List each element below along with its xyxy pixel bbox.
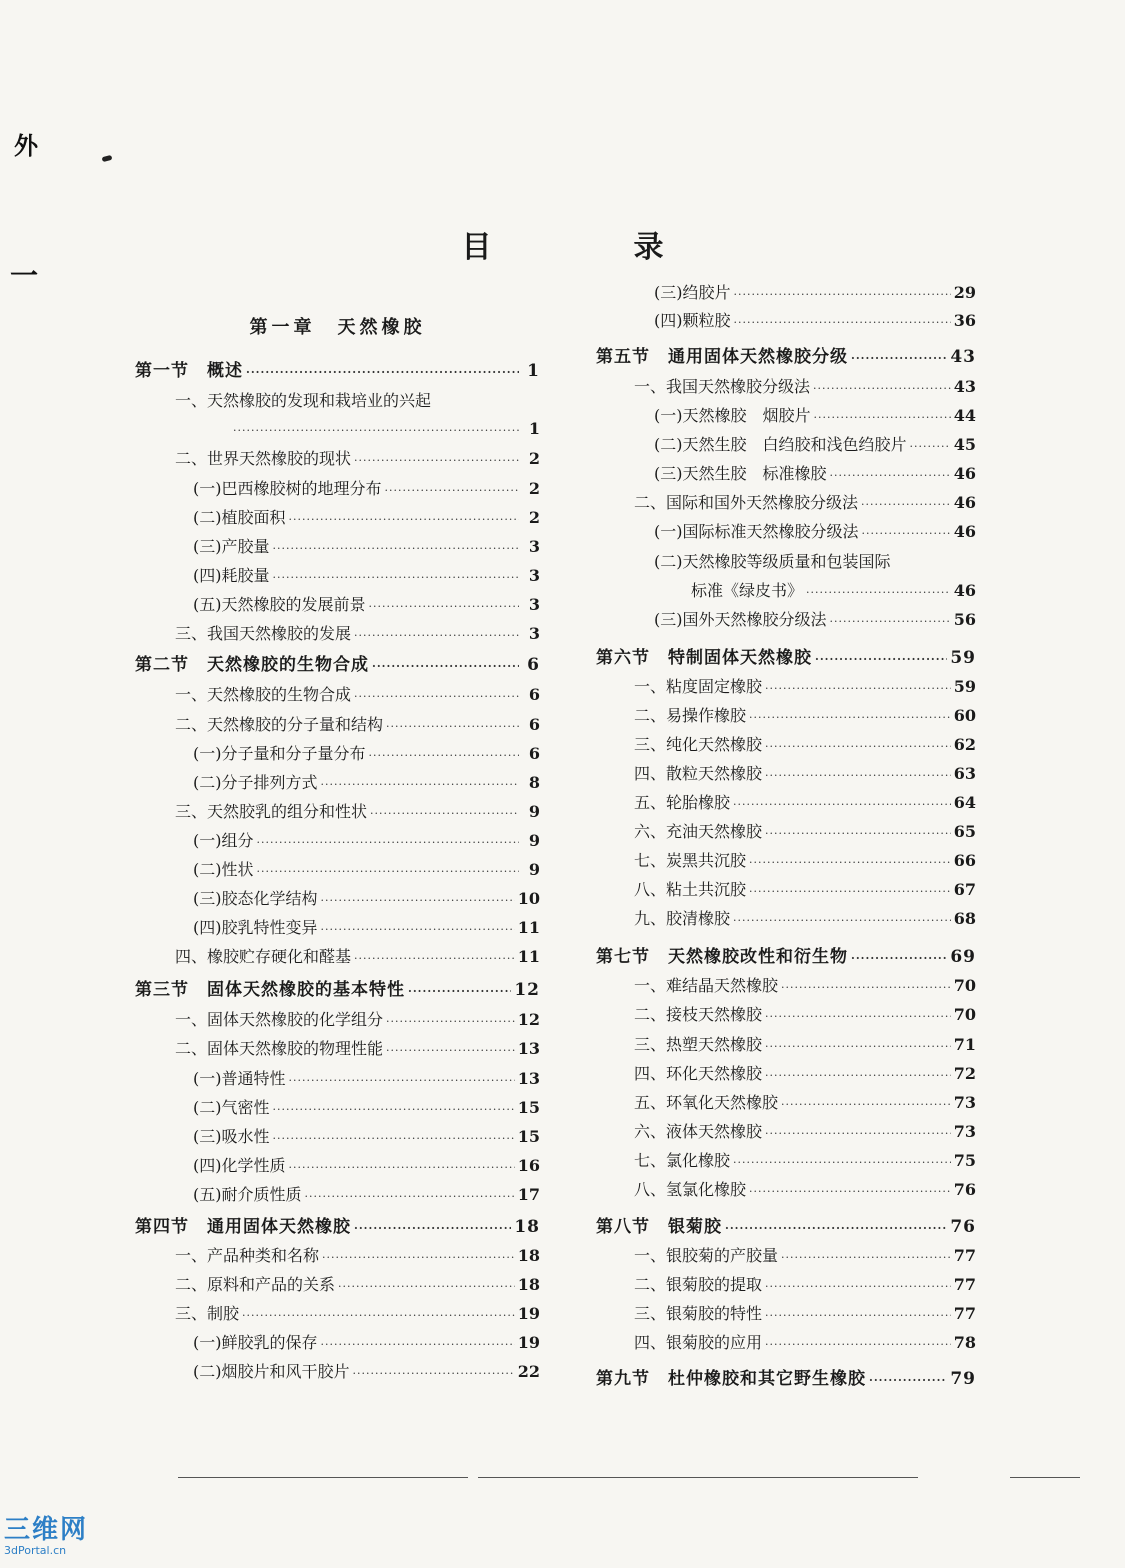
toc-entry [135, 739, 540, 765]
toc-entry [596, 1212, 976, 1238]
toc-entry [596, 1270, 976, 1296]
dot-leader [353, 1365, 515, 1383]
toc-entry-title: 第三节 固体天然橡胶的基本特性 [135, 980, 405, 1000]
toc-page-number: 15 [517, 1127, 540, 1146]
dot-leader [257, 863, 520, 881]
toc-entry-title: (一)普通特性 [193, 1069, 286, 1088]
toc-entry-title: (三)天然生胶 标准橡胶 [654, 464, 827, 483]
toc-entry-title: 九、胶清橡胶 [634, 909, 731, 928]
toc-entry [135, 1034, 540, 1060]
toc-page-number: 15 [517, 1098, 540, 1117]
toc-entry [596, 788, 976, 814]
toc-entry [596, 846, 976, 872]
dot-leader [257, 834, 520, 852]
dot-leader [733, 796, 951, 814]
toc-entry [135, 855, 540, 881]
toc-entry-title: (四)颗粒胶 [654, 311, 731, 330]
toc-entry [596, 306, 976, 332]
toc-page-number: 18 [514, 1217, 540, 1237]
toc-entry-title: 三、银菊胶的特性 [634, 1304, 763, 1323]
toc-page-number: 18 [517, 1246, 540, 1265]
toc-entry [135, 884, 540, 910]
toc-entry [135, 913, 540, 939]
dot-leader [765, 1008, 951, 1026]
toc-page-number: 45 [953, 435, 976, 454]
dot-leader [321, 892, 515, 910]
toc-page-number: 67 [953, 880, 976, 899]
toc-entry [596, 342, 976, 368]
toc-entry [596, 430, 976, 456]
dot-leader [354, 688, 519, 706]
dot-leader [305, 1188, 515, 1206]
toc-entry-title: (一)鲜胶乳的保存 [193, 1333, 318, 1352]
dot-leader [749, 709, 951, 727]
toc-entry [596, 643, 976, 669]
toc-entry [596, 1088, 976, 1114]
toc-page-number: 76 [953, 1180, 976, 1199]
toc-page-number: 6 [528, 685, 540, 704]
toc-entry [596, 1328, 976, 1354]
dot-leader [765, 825, 951, 843]
toc-entry-title: 第七节 天然橡胶改性和衍生物 [596, 947, 848, 967]
toc-entry-title: 一、固体天然橡胶的化学组分 [175, 1010, 384, 1029]
toc-page-number: 16 [517, 1156, 540, 1175]
toc-entry [135, 1299, 540, 1325]
toc-page-number: 77 [953, 1304, 976, 1323]
toc-entry-title: 四、环化天然橡胶 [634, 1064, 763, 1083]
toc-entry-title: 六、液体天然橡胶 [634, 1122, 763, 1141]
toc-entry [135, 650, 540, 676]
dot-leader [815, 651, 947, 669]
dot-leader [273, 1130, 515, 1148]
toc-page-number: 18 [517, 1275, 540, 1294]
dot-leader [273, 569, 520, 587]
toc-entry [135, 1151, 540, 1177]
toc-entry [135, 1005, 540, 1031]
toc-entry [135, 414, 540, 440]
dot-leader [862, 525, 951, 543]
toc-page-number: 2 [528, 449, 540, 468]
toc-entry-title: (二)植胶面积 [193, 508, 286, 527]
toc-entry [135, 444, 540, 470]
toc-entry-title: (三)绉胶片 [654, 283, 731, 302]
toc-entry-title: (四)耗胶量 [193, 566, 270, 585]
toc-page-number: 63 [953, 764, 976, 783]
dot-leader [725, 1220, 947, 1238]
toc-entry [596, 488, 976, 514]
toc-entry-title: 一、难结晶天然橡胶 [634, 976, 779, 995]
dot-leader [354, 452, 519, 470]
toc-page-number: 10 [517, 889, 540, 908]
toc-entry-title: (一)巴西橡胶树的地理分布 [193, 479, 382, 498]
toc-entry-title: 四、散粒天然橡胶 [634, 764, 763, 783]
dot-leader [321, 1336, 515, 1354]
toc-entry-title: 三、天然胶乳的组分和性状 [175, 802, 368, 821]
toc-entry [596, 971, 976, 997]
toc-entry [135, 975, 540, 1001]
toc-entry [135, 474, 540, 500]
margin-mark-top: 外 [14, 131, 36, 160]
toc-page-number: 68 [953, 909, 976, 928]
toc-entry-title: (二)天然橡胶等级质量和包装国际 [654, 552, 891, 571]
toc-entry [135, 710, 540, 736]
dot-leader [354, 950, 515, 968]
watermark-logo [4, 1516, 114, 1558]
dot-leader [765, 767, 951, 785]
dot-leader [781, 1249, 951, 1267]
page-title: 目 录 [461, 230, 720, 266]
toc-entry [135, 1241, 540, 1267]
toc-page-number: 79 [950, 1369, 976, 1389]
toc-entry [135, 797, 540, 823]
dot-leader [233, 422, 519, 440]
toc-entry-title: 二、原料和产品的关系 [175, 1275, 336, 1294]
toc-entry [596, 942, 976, 968]
toc-entry [135, 768, 540, 794]
toc-page-number: 46 [953, 464, 976, 483]
dot-leader [781, 979, 951, 997]
toc-entry-title: (五)耐介质性质 [193, 1185, 302, 1204]
toc-page-number: 3 [528, 595, 540, 614]
toc-entry [135, 313, 540, 339]
toc-entry [135, 1270, 540, 1296]
toc-entry-title: 二、固体天然橡胶的物理性能 [175, 1039, 384, 1058]
toc-entry-title: 四、橡胶贮存硬化和醛基 [175, 947, 352, 966]
dot-leader [273, 540, 520, 558]
toc-page-number: 13 [517, 1069, 540, 1088]
dot-leader [321, 776, 520, 794]
toc-entry-title: 二、易操作橡胶 [634, 706, 747, 725]
toc-page-number: 11 [517, 947, 540, 966]
toc-entry-title: (五)天然橡胶的发展前景 [193, 595, 366, 614]
dot-leader [734, 286, 951, 304]
toc-entry-title: 五、环氧化天然橡胶 [634, 1093, 779, 1112]
toc-entry-title: 二、天然橡胶的分子量和结构 [175, 715, 384, 734]
toc-page-number: 1 [527, 361, 540, 381]
toc-entry [135, 590, 540, 616]
toc-entry [135, 1212, 540, 1238]
toc-page-number: 46 [953, 522, 976, 541]
dot-leader [734, 314, 951, 332]
toc-entry [135, 561, 540, 587]
toc-entry [596, 672, 976, 698]
toc-page-number: 12 [517, 1010, 540, 1029]
toc-page-number: 22 [517, 1362, 540, 1381]
dot-leader [385, 482, 520, 500]
toc-entry [135, 503, 540, 529]
toc-entry [596, 875, 976, 901]
toc-entry [135, 680, 540, 706]
dot-leader [369, 747, 520, 765]
dot-leader [289, 1159, 515, 1177]
dot-leader [749, 883, 951, 901]
toc-entry [135, 1122, 540, 1148]
toc-entry-title: 标准《绿皮书》 [691, 581, 804, 600]
toc-entry-title: 八、氢氯化橡胶 [634, 1180, 747, 1199]
toc-page-number: 1 [528, 419, 540, 438]
toc-page-number: 6 [528, 744, 540, 763]
toc-entry [135, 1180, 540, 1206]
toc-entry-title: 七、炭黑共沉胶 [634, 851, 747, 870]
toc-entry-title: 七、氯化橡胶 [634, 1151, 731, 1170]
toc-page-number: 6 [527, 655, 540, 675]
toc-entry [596, 401, 976, 427]
toc-entry [596, 1299, 976, 1325]
toc-page-number: 46 [953, 581, 976, 600]
dot-leader [781, 1096, 951, 1114]
toc-entry-title: (三)胶态化学结构 [193, 889, 318, 908]
toc-entry [135, 1064, 540, 1090]
toc-entry-title: (二)天然生胶 白绉胶和浅色绉胶片 [654, 435, 907, 454]
toc-entry [596, 1175, 976, 1201]
footer-rule-right [478, 1477, 918, 1478]
toc-entry-title: 二、银菊胶的提取 [634, 1275, 763, 1294]
toc-entry [135, 386, 540, 412]
dot-leader [765, 1067, 951, 1085]
toc-page-number: 75 [953, 1151, 976, 1170]
dot-leader [386, 718, 519, 736]
dot-leader [830, 613, 951, 631]
toc-entry-title: (一)分子量和分子量分布 [193, 744, 366, 763]
toc-page-number: 73 [953, 1122, 976, 1141]
footer-rule-end [1010, 1477, 1080, 1478]
toc-entry [135, 1328, 540, 1354]
dot-leader [246, 364, 519, 382]
toc-entry [596, 1241, 976, 1267]
toc-entry-title: 第九节 杜仲橡胶和其它野生橡胶 [596, 1369, 866, 1389]
dot-leader [386, 1042, 515, 1060]
dot-leader [851, 350, 947, 368]
toc-page-number: 43 [950, 347, 976, 367]
toc-entry-title: 三、热塑天然橡胶 [634, 1035, 763, 1054]
toc-entry-title: 一、天然橡胶的发现和栽培业的兴起 [175, 391, 432, 410]
toc-page-number: 29 [953, 283, 976, 302]
toc-page-number: 77 [953, 1246, 976, 1265]
toc-entry-title: 五、轮胎橡胶 [634, 793, 731, 812]
toc-page-number: 3 [528, 624, 540, 643]
toc-page-number: 72 [953, 1064, 976, 1083]
toc-entry [596, 730, 976, 756]
toc-entry [596, 278, 976, 304]
toc-entry [596, 701, 976, 727]
toc-entry [596, 1000, 976, 1026]
dot-leader [372, 658, 519, 676]
toc-entry-title: 一、我国天然橡胶分级法 [634, 377, 811, 396]
watermark-sub: 3dPortal.cn [4, 1544, 67, 1557]
dot-leader [765, 1038, 951, 1056]
dot-leader [765, 680, 951, 698]
toc-entry-title: 第六节 特制固体天然橡胶 [596, 648, 812, 668]
margin-mark-side: 一 [10, 259, 39, 292]
toc-page-number: 66 [953, 851, 976, 870]
toc-page-number: 19 [517, 1304, 540, 1323]
toc-page-number: 60 [953, 706, 976, 725]
dot-leader [289, 511, 520, 529]
toc-entry-title: (一)国际标准天然橡胶分级法 [654, 522, 859, 541]
dot-leader [321, 921, 515, 939]
toc-page-number: 17 [517, 1185, 540, 1204]
dot-leader [910, 438, 951, 456]
toc-page-number: 9 [528, 860, 540, 879]
toc-entry-title: 第四节 通用固体天然橡胶 [135, 1217, 351, 1237]
toc-entry [135, 1357, 540, 1383]
toc-page-number: 2 [528, 479, 540, 498]
toc-page-number: 8 [528, 773, 540, 792]
dot-leader [354, 627, 519, 645]
dot-leader [749, 854, 951, 872]
toc-entry [596, 605, 976, 631]
toc-page-number: 59 [953, 677, 976, 696]
toc-page-number: 44 [953, 406, 976, 425]
toc-entry-title: (二)性状 [193, 860, 254, 879]
toc-entry-title: 六、充油天然橡胶 [634, 822, 763, 841]
dot-leader [354, 1220, 511, 1238]
toc-page-number: 9 [528, 831, 540, 850]
toc-entry-title: (三)产胶量 [193, 537, 270, 556]
toc-entry-title: (四)化学性质 [193, 1156, 286, 1175]
dot-leader [765, 1336, 951, 1354]
toc-entry [596, 372, 976, 398]
toc-page-number: 64 [953, 793, 976, 812]
dot-leader [733, 912, 951, 930]
toc-entry-title: (三)吸水性 [193, 1127, 270, 1146]
dot-leader [765, 738, 951, 756]
toc-entry [596, 1117, 976, 1143]
toc-entry-title: 一、银胶菊的产胶量 [634, 1246, 779, 1265]
toc-page-number: 69 [950, 947, 976, 967]
toc-entry-title: 第一节 概述 [135, 361, 243, 381]
dot-leader [765, 1278, 951, 1296]
dot-leader [338, 1278, 515, 1296]
dot-leader [861, 496, 951, 514]
toc-entry-title: (二)分子排列方式 [193, 773, 318, 792]
toc-entry [596, 576, 976, 602]
dot-leader [408, 983, 511, 1001]
ink-speck [102, 155, 113, 162]
toc-entry-title: (一)天然橡胶 烟胶片 [654, 406, 811, 425]
dot-leader [370, 805, 519, 823]
dot-leader [814, 409, 951, 427]
toc-entry-title: (一)组分 [193, 831, 254, 850]
toc-page-number: 19 [517, 1333, 540, 1352]
toc-entry-title: (四)胶乳特性变异 [193, 918, 318, 937]
toc-entry [596, 459, 976, 485]
toc-page-number: 78 [953, 1333, 976, 1352]
toc-page-number: 70 [953, 1005, 976, 1024]
toc-entry-title: 三、我国天然橡胶的发展 [175, 624, 352, 643]
dot-leader [813, 380, 951, 398]
toc-page-number: 3 [528, 566, 540, 585]
toc-entry [596, 547, 976, 573]
toc-entry [596, 817, 976, 843]
toc-page-number: 77 [953, 1275, 976, 1294]
toc-entry-title: 二、接枝天然橡胶 [634, 1005, 763, 1024]
dot-leader [242, 1307, 515, 1325]
toc-entry [596, 1059, 976, 1085]
dot-leader [322, 1249, 515, 1267]
toc-entry [596, 904, 976, 930]
toc-entry [596, 1030, 976, 1056]
toc-page-number: 2 [528, 508, 540, 527]
toc-entry-title: 三、纯化天然橡胶 [634, 735, 763, 754]
dot-leader [765, 1125, 951, 1143]
toc-page-number: 76 [950, 1217, 976, 1237]
toc-page-number: 71 [953, 1035, 976, 1054]
toc-page-number: 70 [953, 976, 976, 995]
toc-entry [596, 1364, 976, 1390]
toc-page-number: 73 [953, 1093, 976, 1112]
toc-entry [596, 759, 976, 785]
dot-leader [369, 598, 520, 616]
chapter-title: 第一章 天然橡胶 [249, 317, 426, 338]
toc-entry [135, 356, 540, 382]
toc-page-number: 11 [517, 918, 540, 937]
toc-entry-title: 第二节 天然橡胶的生物合成 [135, 655, 369, 675]
dot-leader [806, 584, 951, 602]
toc-entry-title: (三)国外天然橡胶分级法 [654, 610, 827, 629]
toc-page-number: 65 [953, 822, 976, 841]
toc-entry-title: 三、制胶 [175, 1304, 240, 1323]
toc-entry [596, 517, 976, 543]
watermark-main: 三维网 [4, 1515, 89, 1545]
dot-leader [869, 1372, 947, 1390]
dot-leader [273, 1101, 515, 1119]
toc-entry-title: 一、粘度固定橡胶 [634, 677, 763, 696]
toc-entry [135, 826, 540, 852]
dot-leader [289, 1072, 515, 1090]
toc-page-number: 3 [528, 537, 540, 556]
dot-leader [765, 1307, 951, 1325]
toc-entry-title: (二)烟胶片和风干胶片 [193, 1362, 350, 1381]
toc-entry-title: (二)气密性 [193, 1098, 270, 1117]
toc-page-number: 62 [953, 735, 976, 754]
toc-entry-title: 八、粘土共沉胶 [634, 880, 747, 899]
toc-entry-title: 一、产品种类和名称 [175, 1246, 320, 1265]
toc-entry [135, 619, 540, 645]
toc-entry [596, 1146, 976, 1172]
dot-leader [830, 467, 951, 485]
toc-entry-title: 第八节 银菊胶 [596, 1217, 722, 1237]
toc-entry-title: 二、世界天然橡胶的现状 [175, 449, 352, 468]
toc-entry [135, 1093, 540, 1119]
footer-rule-left [178, 1477, 468, 1478]
toc-page-number: 13 [517, 1039, 540, 1058]
toc-page-number: 9 [528, 802, 540, 821]
toc-entry-title: 第五节 通用固体天然橡胶分级 [596, 347, 848, 367]
toc-page-number: 43 [953, 377, 976, 396]
toc-entry-title: 四、银菊胶的应用 [634, 1333, 763, 1352]
toc-page-number: 56 [953, 610, 976, 629]
toc-page-number: 59 [950, 648, 976, 668]
toc-entry [135, 942, 540, 968]
toc-page-number: 12 [514, 980, 540, 1000]
toc-entry-title: 一、天然橡胶的生物合成 [175, 685, 352, 704]
dot-leader [386, 1013, 515, 1031]
dot-leader [851, 950, 947, 968]
dot-leader [749, 1183, 951, 1201]
toc-page-number: 46 [953, 493, 976, 512]
toc-page-number: 6 [528, 715, 540, 734]
dot-leader [733, 1154, 951, 1172]
toc-page-number: 36 [953, 311, 976, 330]
toc-entry [135, 532, 540, 558]
toc-entry-title: 二、国际和国外天然橡胶分级法 [634, 493, 859, 512]
